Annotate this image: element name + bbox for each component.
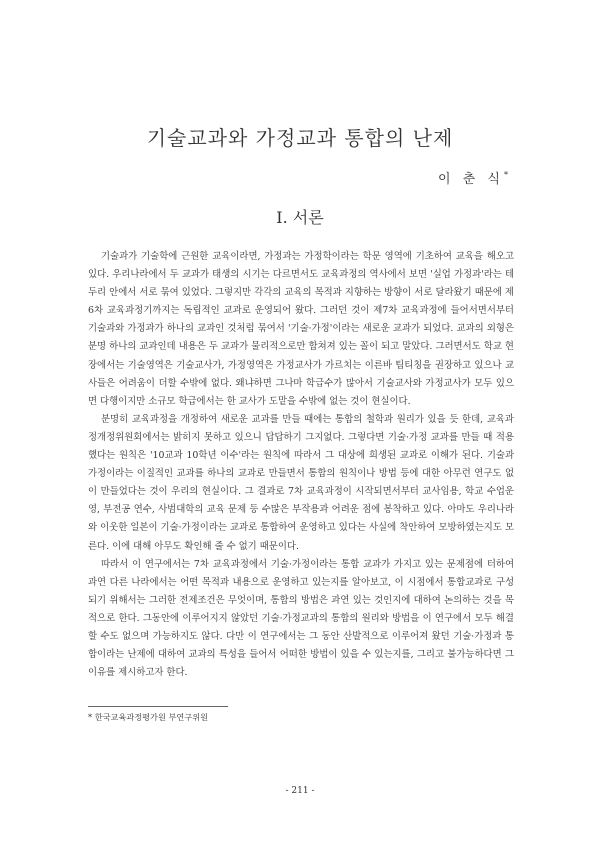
author-footnote-mark: * [504,170,508,180]
paragraph-2: 분명히 교육과정을 개정하여 새로운 교과를 만들 때에는 통합의 철학과 원리가 있을 듯 한데, 교육과정개정위원회에서는 밝히지 못하고 있으니 답답하기 그지없다. 그렇다면 기술·가정 교과를 만들 때 적용했다는 원칙은 '10교과 10학년 이수'라는 원칙에 따라서 그 대상에 희생된 교과로 이해가 된다. 기술과 가정이라는 이질적인 교과를 하나의 교과로 만들면서 통합의 원칙이나 방법 등에 대한 아무런 연구도 없이 만들었다는 것이 우리의 현실이다. 그 결과로 7차 교육과정이 시작되면서부터 교사임용, 학교 수업운영, 부전공 연수, 사범대학의 교육 문제 등 수많은 부작용과 어려운 점에 봉착하고 있다. 아마도 우리나라와 이웃한 일본이 기술·가정이라는 교과로 통합하여 운영하고 있다는 사실에 착안하여 모방하였는지도 모른다. 이에 대해 아무도 확인해 줄 수 없기 때문이다. [88,413,514,552]
page-number: - 211 - [285,786,315,796]
body-text [88,248,514,682]
paragraph-1: 기술과가 기술학에 근원한 교육이라면, 가정과는 가정학이라는 학문 영역에 기초하여 교육을 해오고 있다. 우리나라에서 두 교과가 태생의 시기는 다르면서도 교육과정의 역사에서 보면 '실업 가정과'라는 테두리 안에서 서로 묶여 있었다. 그렇지만 각각의 교육의 목적과 지향하는 방향이 서로 달라왔기 때문에 제6차 교육과정기까지는 독립적인 교과로 운영되어 왔다. 그러던 것이 제7차 교육과정에 들어서면서부터 기술과와 가정과가 하나의 교과인 것처럼 묶여서 '기술·가정'이라는 새로운 교과가 되었다. 교과의 외형은 분명 하나의 교과인데 내용은 두 교과가 물리적으로만 합쳐져 있는 꼴이 되고 말았다. 그러면서도 학교 현장에서는 기술영역은 기술교사가, 가정영역은 가정교사가 가르치는 이른바 팀티칭을 권장하고 있으나 교사들은 어려움이 더할 수밖에 없다. 왜냐하면 그나마 학급수가 많아서 기술교사와 가정교사가 모두 있으면 다행이지만 소규모 학급에서는 한 교사가 도맡을 수밖에 없는 것이 현실이다. [88,251,514,407]
author-name: 이 춘 식 [438,172,504,187]
paper-title: 기술교과와 가정교과 통합의 난제 [146,126,454,150]
footnote-divider [88,706,228,707]
author [438,168,508,187]
paragraph-3: 따라서 이 연구에서는 7차 교육과정에서 기술·가정이라는 통합 교과가 가지고 있는 문제점에 터하여 과연 다른 나라에서는 어떤 목적과 내용으로 운영하고 있는지를 알아보고, 이 시점에서 통합교과로 구성되기 위해서는 그러한 전제조건은 무엇이며, 통합의 방법은 과연 있는 것인지에 대하여 논의하는 것을 목적으로 한다. 그동안에 이루어지지 않았던 기술·가정교과의 통합의 원리와 방법을 이 연구에서 모두 해결할 수도 없으며 가능하지도 않다. 다만 이 연구에서는 그 동안 산발적으로 이루어져 왔던 기술·가정과 통합이라는 난제에 대하여 교과의 특성을 들어서 어떠한 방법이 있을 수 있는지를, 그리고 불가능하다면 그 이유를 제시하고자 한다. [88,558,514,679]
footnote: * 한국교육과정평가원 부연구위원 [88,712,209,722]
section-heading: Ⅰ. 서론 [276,208,324,227]
